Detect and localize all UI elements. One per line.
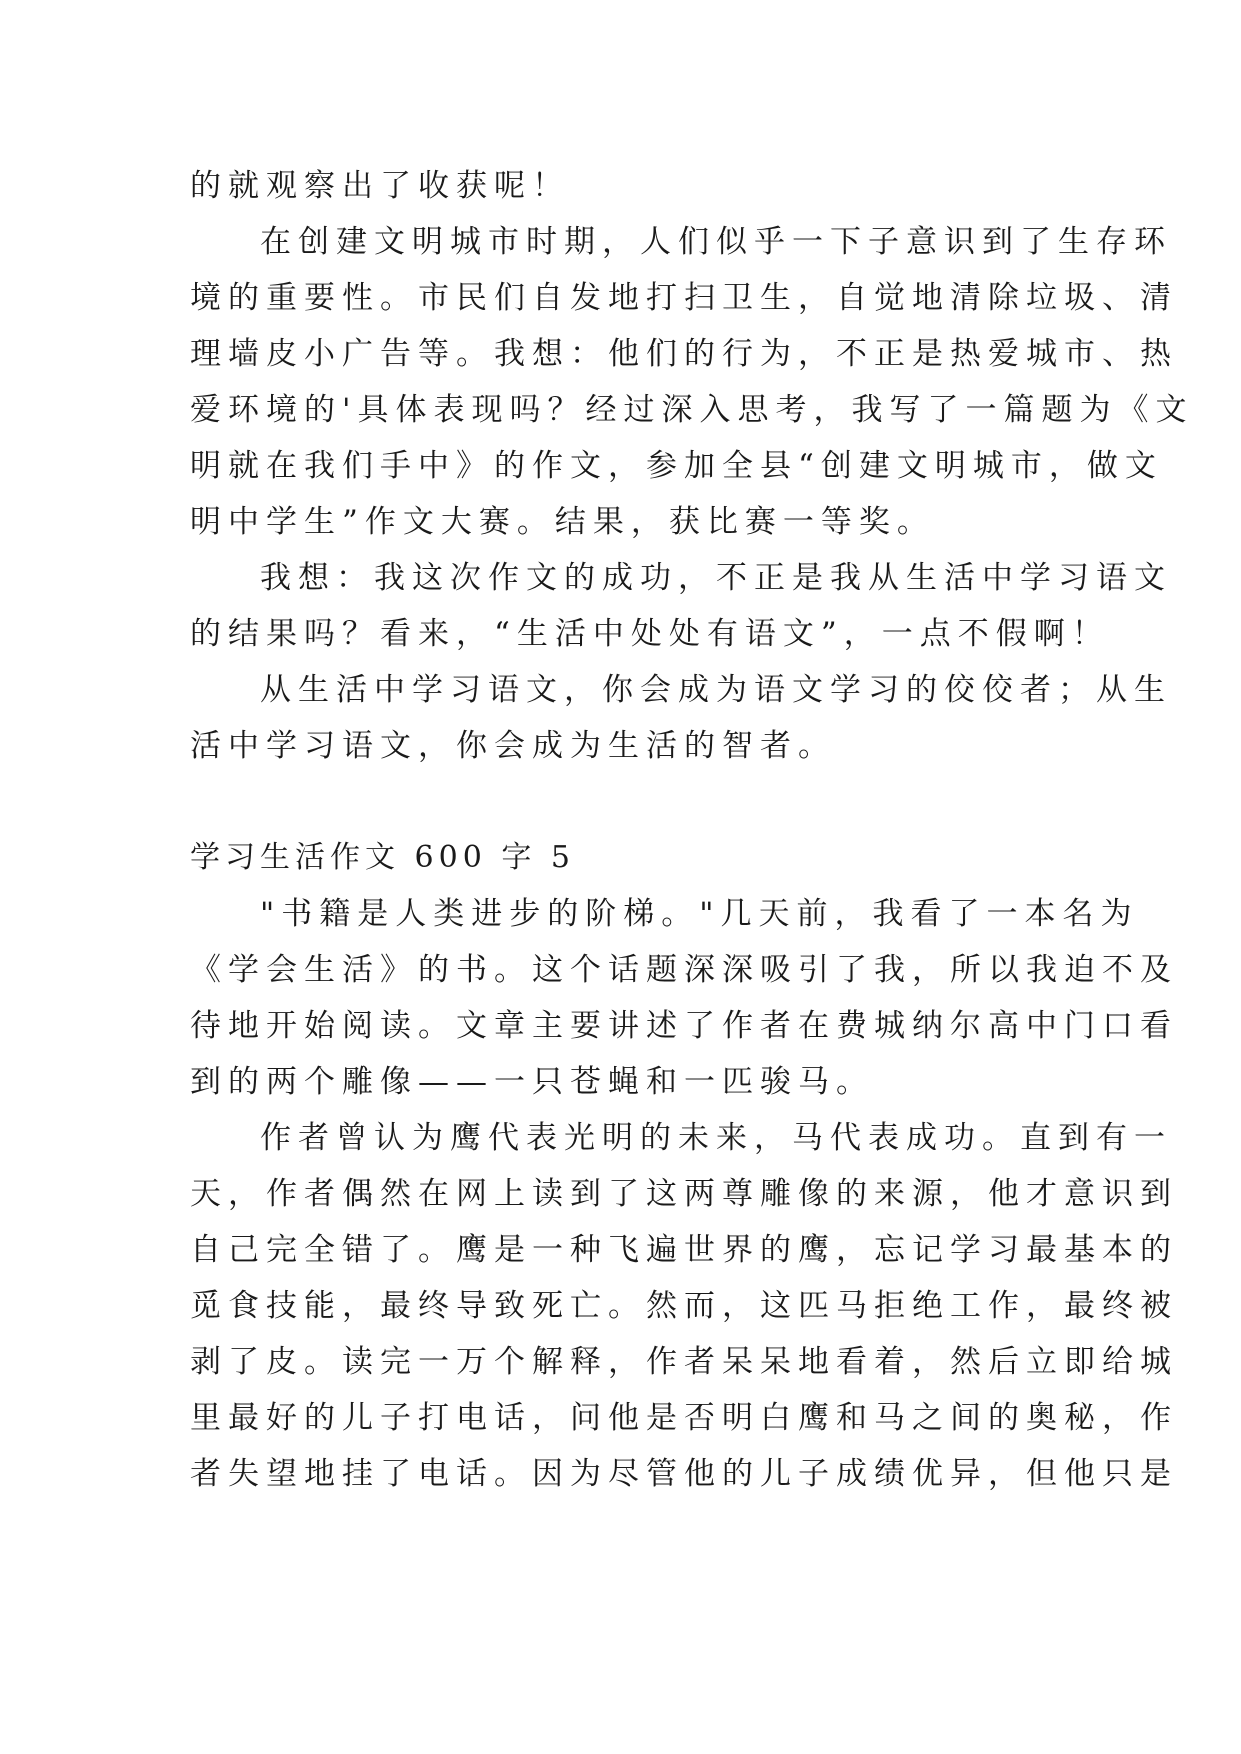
paragraph-start-line: 我想：我这次作文的成功，不正是我从生活中学习语文 xyxy=(260,560,1172,596)
section-heading: 学习生活作文 600 字 5 xyxy=(190,840,575,875)
text-line: 的结果吗？看来，“生活中处处有语文”，一点不假啊！ xyxy=(190,616,1110,652)
text-line: 的就观察出了收获呢！ xyxy=(190,168,570,204)
text-line: 天，作者偶然在网上读到了这两尊雕像的来源，他才意识到 xyxy=(190,1176,1178,1212)
text-line: 明就在我们手中》的作文，参加全县“创建文明城市，做文 xyxy=(190,448,1163,484)
section-spacer xyxy=(190,774,1052,830)
text-line: 活中学习语文，你会成为生活的智者。 xyxy=(190,728,836,764)
text-line: 到的两个雕像——一只苍蝇和一匹骏马。 xyxy=(190,1064,874,1100)
paragraph-start-line: 从生活中学习语文，你会成为语文学习的佼佼者；从生 xyxy=(260,672,1172,708)
text-line: 者失望地挂了电话。因为尽管他的儿子成绩优异，但他只是 xyxy=(190,1456,1178,1492)
text-line: 理墙皮小广告等。我想：他们的行为，不正是热爱城市、热 xyxy=(190,336,1178,372)
text-line: 爱环境的'具体表现吗？经过深入思考，我写了一篇题为《文 xyxy=(190,392,1194,428)
text-line: 觅食技能，最终导致死亡。然而，这匹马拒绝工作，最终被 xyxy=(190,1288,1178,1324)
paragraph-start-line: 在创建文明城市时期，人们似乎一下子意识到了生存环 xyxy=(260,224,1172,260)
paragraph-start-line: "书籍是人类进步的阶梯。"几天前，我看了一本名为 xyxy=(260,896,1139,932)
text-line: 自己完全错了。鹰是一种飞遍世界的鹰，忘记学习最基本的 xyxy=(190,1232,1178,1268)
text-line: 境的重要性。市民们自发地打扫卫生，自觉地清除垃圾、清 xyxy=(190,280,1178,316)
paragraph-start-line: 作者曾认为鹰代表光明的未来，马代表成功。直到有一 xyxy=(260,1120,1172,1156)
text-line: 待地开始阅读。文章主要讲述了作者在费城纳尔高中门口看 xyxy=(190,1008,1178,1044)
text-line: 明中学生”作文大赛。结果，获比赛一等奖。 xyxy=(190,504,935,540)
text-line: 剥了皮。读完一万个解释，作者呆呆地看着，然后立即给城 xyxy=(190,1344,1178,1380)
text-line: 《学会生活》的书。这个话题深深吸引了我，所以我迫不及 xyxy=(190,952,1178,988)
text-line: 里最好的儿子打电话，问他是否明白鹰和马之间的奥秘，作 xyxy=(190,1400,1178,1436)
document-page xyxy=(190,158,1194,1502)
